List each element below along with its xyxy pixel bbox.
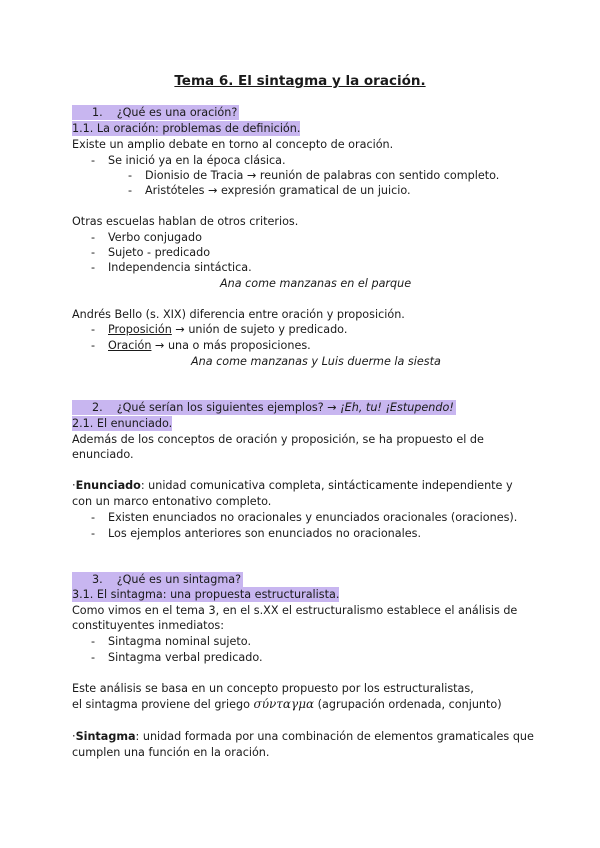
bullet-dash: -	[128, 169, 133, 182]
subsection-3-1: 3.1. El sintagma: una propuesta estructuralista.	[72, 588, 340, 601]
section-3-heading	[72, 572, 243, 587]
list-item: Los ejemplos anteriores son enunciados no oracionales.	[108, 527, 422, 540]
term-sintagma: Sintagma	[75, 730, 136, 743]
paragraph: el sintagma proviene del griego σύνταγμα (agrupación ordenada, conjunto)	[72, 697, 502, 711]
list-item: Aristóteles → expresión gramatical de un juicio.	[145, 184, 411, 197]
paragraph: Como vimos en el tema 3, en el s.XX el estructuralismo establece el análisis de	[72, 604, 518, 617]
definition-enunciado: ·Enunciado: unidad comunicativa completa, sintácticamente independiente y	[72, 479, 513, 492]
bullet-dash: -	[91, 651, 96, 664]
paragraph: cumplen una función en la oración.	[72, 746, 270, 759]
section-3-heading-text: ¿Qué es un sintagma?	[116, 573, 242, 586]
list-item: Oración → una o más proposiciones.	[108, 339, 311, 352]
paragraph: constituyentes inmediatos:	[72, 619, 225, 632]
list-item: Sintagma nominal sujeto.	[108, 635, 252, 648]
bullet-dash: -	[91, 511, 96, 524]
paragraph: Andrés Bello (s. XIX) diferencia entre oración y proposición.	[72, 308, 405, 321]
list-item: Se inició ya en la época clásica.	[108, 154, 286, 167]
bullet-dash: -	[91, 246, 96, 259]
section-1-heading	[72, 105, 239, 120]
paragraph: con un marco entonativo completo.	[72, 495, 272, 508]
term-oracion: Oración	[108, 339, 152, 352]
list-item: Sintagma verbal predicado.	[108, 651, 263, 664]
bullet-dash: -	[91, 339, 96, 352]
bullet-dash: -	[91, 323, 96, 336]
bullet-dash: -	[91, 635, 96, 648]
bullet-dash: -	[91, 231, 96, 244]
example-sentence: Ana come manzanas y Luis duerme la siesta	[191, 355, 441, 368]
section-1-number: 1.	[92, 106, 103, 119]
section-2-heading: 2. ¿Qué serían los siguientes ejemplos? → ¡Eh, tu! ¡Estupendo!	[72, 400, 456, 415]
subsection-1-1: 1.1. La oración: problemas de definición.	[72, 122, 301, 135]
paragraph: enunciado.	[72, 448, 134, 461]
document-title: Tema 6. El sintagma y la oración.	[174, 73, 426, 89]
list-item: Proposición → unión de sujeto y predicado.	[108, 323, 348, 336]
section-1-heading-text: ¿Qué es una oración?	[116, 106, 238, 119]
section-2-examples: ¡Eh, tu! ¡Estupendo!	[340, 401, 454, 414]
list-item: Independencia sintáctica.	[108, 261, 252, 274]
term-proposicion: Proposición	[108, 323, 172, 336]
list-item: Existen enunciados no oracionales y enunciados oracionales (oraciones).	[108, 511, 518, 524]
term-enunciado: Enunciado	[75, 479, 141, 492]
bullet-dash: -	[128, 184, 133, 197]
list-item: Sujeto - predicado	[108, 246, 211, 259]
definition-sintagma: ·Sintagma: unidad formada por una combinación de elementos gramaticales que	[72, 730, 534, 743]
list-item: Dionisio de Tracia → reunión de palabras con sentido completo.	[145, 169, 500, 182]
list-item: Verbo conjugado	[108, 231, 202, 244]
paragraph: Otras escuelas hablan de otros criterios.	[72, 215, 299, 228]
greek-word: σύνταγμα	[253, 697, 315, 711]
subsection-2-1: 2.1. El enunciado.	[72, 417, 173, 430]
paragraph: Existe un amplio debate en torno al concepto de oración.	[72, 138, 394, 151]
section-2-number: 2.	[92, 401, 103, 414]
paragraph: Además de los conceptos de oración y proposición, se ha propuesto el de	[72, 433, 484, 446]
bullet-dash: -	[91, 527, 96, 540]
bullet-dash: -	[91, 154, 96, 167]
section-3-number: 3.	[92, 573, 103, 586]
bullet-dash: -	[91, 261, 96, 274]
paragraph: Este análisis se basa en un concepto propuesto por los estructuralistas,	[72, 682, 474, 695]
example-sentence: Ana come manzanas en el parque	[220, 277, 412, 290]
